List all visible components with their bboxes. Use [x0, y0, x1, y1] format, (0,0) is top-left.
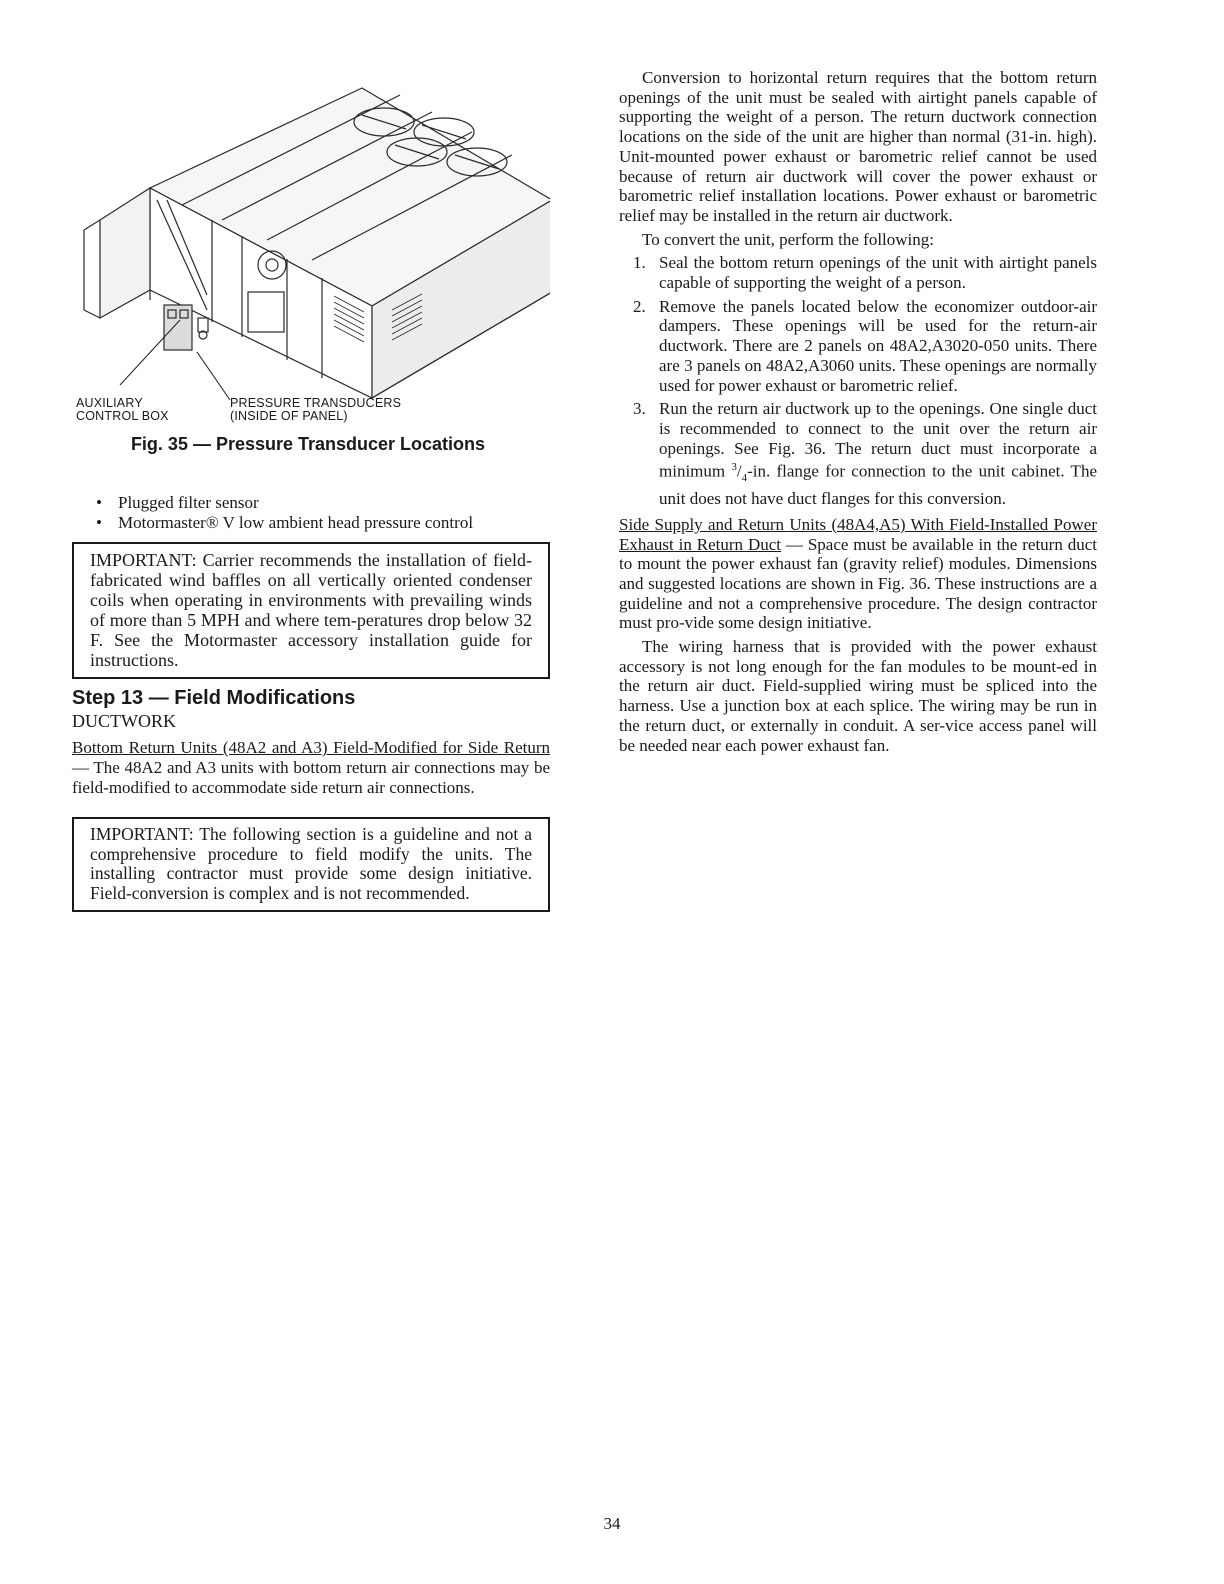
convert-intro: To convert the unit, perform the following:: [642, 229, 934, 249]
rooftop-unit-illustration: [72, 60, 550, 400]
conversion-paragraph: Conversion to horizontal return requires that the bottom return openings of the unit must be sealed with airtight panels capable of supporting the weight of a person. The return ductwork connection locations on the side of the unit are higher than normal (31-in. high). Unit-mounted power exhaust or barometric relief cannot be used because of return air ductwork will cover the power exhaust or barometric relief installation locations. Power exhaust or barometric relief may be installed in the return air ductwork.: [619, 68, 1097, 225]
paragraph-title: Bottom Return Units (48A2 and A3) Field-Modified for Side Return: [72, 738, 550, 758]
bottom-return-paragraph: Bottom Return Units (48A2 and A3) Field-Modified for Side Return — The 48A2 and A3 units with bottom return air connections may be field-modified to accommodate side return air connections.: [72, 738, 550, 797]
left-column: [72, 60, 550, 912]
important-note-box: IMPORTANT: The following section is a guideline and not a comprehensive procedure to field modify the units. The installing contractor must provide some design initiative. Field-conversion is complex and is not recommended.: [72, 817, 550, 912]
bullet-icon: •: [96, 512, 102, 532]
subheading: DUCTWORK: [72, 711, 176, 732]
bullet-icon: •: [96, 493, 102, 512]
bullet-list: [72, 493, 550, 532]
page-number: 34: [603, 1514, 621, 1533]
list-item: • Plugged filter sensor: [96, 493, 259, 512]
section-heading: Step 13 — Field Modifications: [72, 687, 356, 710]
list-item: • Motormaster® V low ambient head pressure control: [96, 512, 474, 532]
label-pressure-transducers: PRESSURE TRANSDUCERS (INSIDE OF PANEL): [230, 396, 402, 423]
figure-caption: Fig. 35 — Pressure Transducer Locations: [130, 434, 486, 454]
label-auxiliary-control-box: AUXILIARY CONTROL BOX: [76, 396, 169, 423]
figure-35: [72, 60, 550, 423]
conversion-steps: [619, 253, 1097, 508]
right-column: [619, 68, 1097, 755]
paragraph-title: Side Supply and Return Units (48A4,A5) With Field-Installed Power Exhaust in Return Duct: [619, 514, 1097, 554]
list-item: 3. Run the return air ductwork up to the openings. One single duct is recommended to connect to the unit over the return air openings. See Fig. 36. The return duct must incorporate a minimum $^3/_4-in$. flange for connection to the unit cabinet. The unit does not have duct flanges for this conversion.: [633, 399, 1097, 509]
list-item: 2. Remove the panels located below the economizer outdoor-air dampers. These openings will be used for the return-air ductwork. There are 2 panels on 48A2,A3020-050 units. There are 3 panels on 48A2,A3060 units. These openings are normally used for power exhaust or barometric relief.: [633, 296, 1097, 395]
side-supply-paragraph: Side Supply and Return Units (48A4,A5) With Field-Installed Power Exhaust in Return Duct — Space must be available in the return duct to mount the power exhaust fan (gravity relief) modules. Dimensions and suggested locations are shown in Fig. 36. These instructions are a guideline and not a comprehensive procedure. The design contractor must pro-vide some design initiative.: [619, 514, 1098, 633]
important-note-box: IMPORTANT: Carrier recommends the installation of field-fabricated wind baffles on all vertically oriented condenser coils when operating in environments with prevailing winds of more than 5 MPH and where tem-peratures drop below 32 F. See the Motormaster accessory installation guide for instructions.: [72, 542, 550, 679]
list-item: 1. Seal the bottom return openings of the unit with airtight panels capable of supporting the weight of a person.: [633, 253, 1097, 293]
wiring-paragraph: The wiring harness that is provided with the power exhaust accessory is not long enough for the fan modules to be mount-ed in the return air duct. Field-supplied wiring must be spliced into the harness. Use a junction box at each splice. The wiring may be run in the return duct, or externally in conduit. A ser-vice access panel will be needed near each power exhaust fan.: [619, 637, 1097, 755]
